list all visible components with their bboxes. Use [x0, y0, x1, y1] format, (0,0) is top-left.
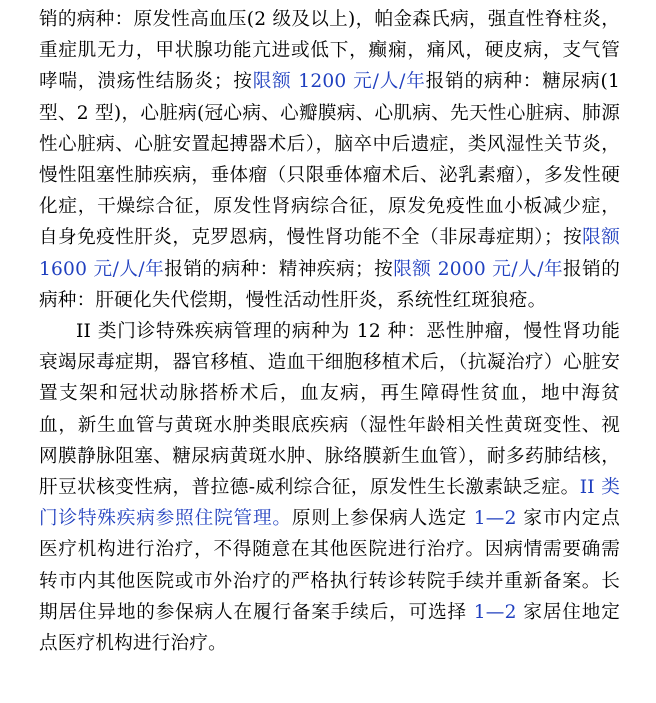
limit-1200-highlight: 限额 1200 元/人/年 — [252, 71, 426, 93]
text-segment: 报销的病种：精神疾病；按 — [164, 258, 394, 280]
text-segment: 家市内定点医疗机构进行治疗，不得随意在其他医院进行治疗。因病情需要确需转市内其他医院或市外治疗的严格执行转诊转院手续并重新备案。长期居住异地的参保病人在履行备案手续后，可选择 — [39, 508, 620, 623]
limit-2000-highlight: 限额 2000 元/人/年 — [393, 258, 564, 280]
paragraph-reimbursement-limits — [39, 4, 620, 316]
paragraph-class-ii-diseases — [39, 316, 620, 659]
text-segment: 报销的病种：肝硬化失代偿期，慢性活动性肝炎，系统性红斑狼疮。 — [39, 258, 620, 311]
text-segment: 销的病种：原发性高血压(2 级及以上)，帕金森氏病，强直性脊柱炎，重症肌无力，甲状腺功能亢进或低下，癫痫，痛风，硬皮病，支气管哮喘，溃疡性结肠炎；按 — [39, 9, 620, 93]
text-segment: 报销的病种：糖尿病(1 型、2 型)，心脏病(冠心病、心瓣膜病、心肌病、先天性心脏病、肺源性心脏病、心脏安置起搏器术后），脑卒中后遗症，类风湿性关节炎，慢性阻塞性肺疾病，垂体瘤（只限垂体瘤术后、泌乳素瘤），多发性硬化症，干燥综合征，原发性肾病综合征，原发免疫性血小板减少症，自身免疫性肝炎，克罗恩病，慢性肾功能不全（非尿毒症期）；按 — [39, 71, 620, 249]
count-range-highlight: 1—2 — [473, 508, 517, 530]
text-segment: 原则上参保病人选定 — [291, 508, 474, 530]
text-segment: 家居住地定点医疗机构进行治疗。 — [39, 601, 620, 655]
count-range-highlight: 1—2 — [473, 601, 517, 623]
limit-1600-highlight: 限额 1600 元/人/年 — [39, 227, 620, 280]
text-segment: II 类门诊特殊疾病管理的病种为 12 种：恶性肿瘤，慢性肾功能衰竭尿毒症期，器官移植、造血干细胞移植术后，（抗凝治疗）心脏安置支架和冠状动脉搭桥术后，血友病，再生障碍性贫血，地中海贫血，新生血管与黄斑水肿类眼底疾病（湿性年龄相关性黄斑变性、视网膜静脉阻塞、糖尿病黄斑水肿、脉络膜新生血管），耐多药肺结核，肝豆状核变性病，普拉德-威利综合征，原发性生长激素缺乏症。 — [39, 321, 620, 499]
class-ii-inpatient-highlight: II 类门诊特殊疾病参照住院管理。 — [39, 477, 620, 530]
